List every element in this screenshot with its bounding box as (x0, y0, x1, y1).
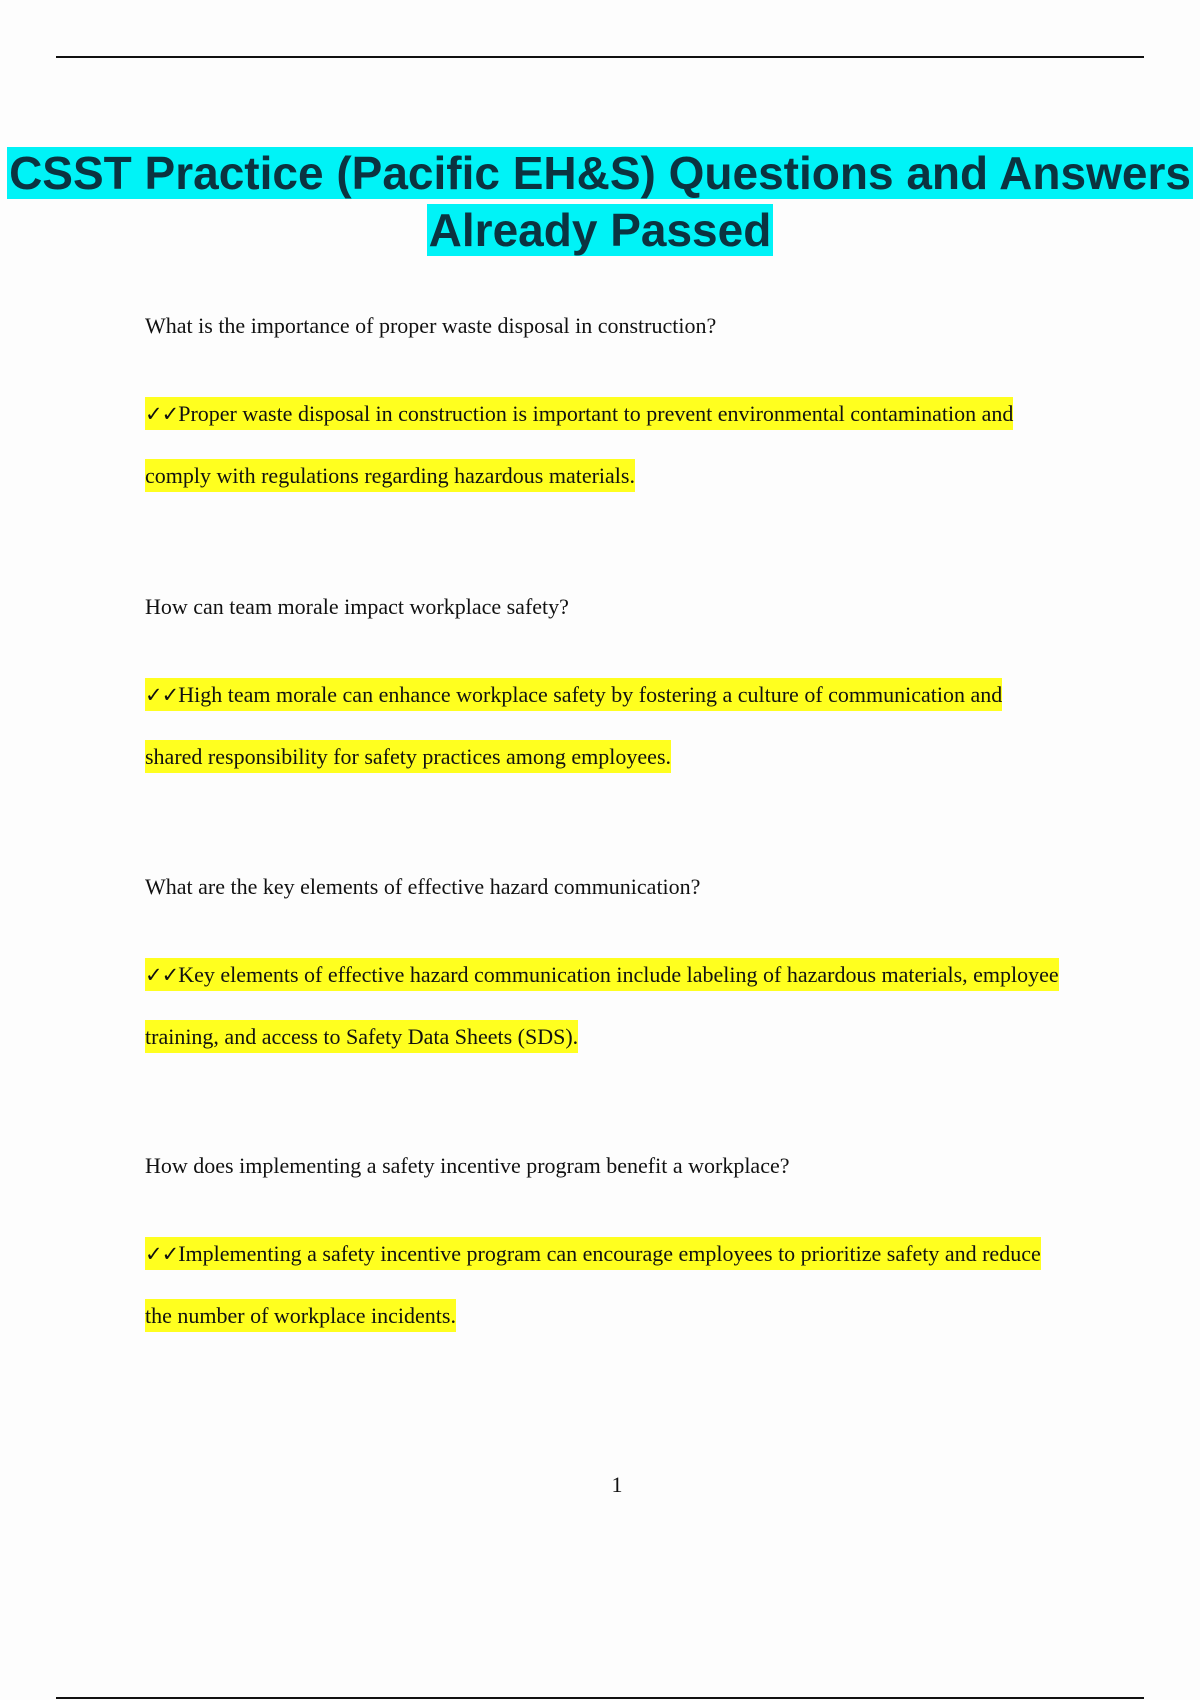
answer-highlight (145, 397, 1013, 492)
page-title-text: CSST Practice (Pacific EH&S) Questions and Answers Already Passed (9, 147, 1191, 256)
check-icon: ✓✓ (145, 963, 179, 987)
qa-item (145, 872, 1065, 1067)
question-text: What is the importance of proper waste disposal in construction? (145, 313, 717, 338)
answer-highlight (145, 1237, 1041, 1332)
qa-item (145, 1151, 1065, 1346)
answer-text: Key elements of effective hazard communication include labeling of hazardous materials, employee training, and access to Safety Data Sheets (SDS). (145, 962, 1059, 1049)
answer-highlight (145, 678, 1002, 773)
answer-text: High team morale can enhance workplace safety by fostering a culture of communication and shared responsibility for safety practices among employees. (145, 682, 1003, 769)
answer-block (145, 664, 1065, 787)
check-icon: ✓✓ (145, 1242, 179, 1266)
question-text: How does implementing a safety incentive program benefit a workplace? (145, 1153, 790, 1178)
answer-highlight (145, 958, 1059, 1053)
answer-text: Proper waste disposal in construction is important to prevent environmental contamination and comply with regulations regarding hazardous materials. (145, 401, 1014, 488)
bottom-rule (56, 1697, 1144, 1699)
answer-text: Implementing a safety incentive program can encourage employees to prioritize safety and reduce the number of workplace incidents. (145, 1241, 1041, 1328)
page-number: 1 (611, 1472, 623, 1497)
answer-block (145, 1223, 1065, 1346)
qa-item (145, 311, 1065, 506)
question-text: What are the key elements of effective hazard communication? (145, 874, 701, 899)
check-icon: ✓✓ (145, 402, 179, 426)
answer-block (145, 383, 1065, 506)
page-title (0, 145, 1200, 259)
qa-item (145, 592, 1065, 787)
answer-block (145, 944, 1065, 1067)
check-icon: ✓✓ (145, 683, 179, 707)
top-rule (56, 56, 1144, 58)
question-text: How can team morale impact workplace safety? (145, 594, 569, 619)
